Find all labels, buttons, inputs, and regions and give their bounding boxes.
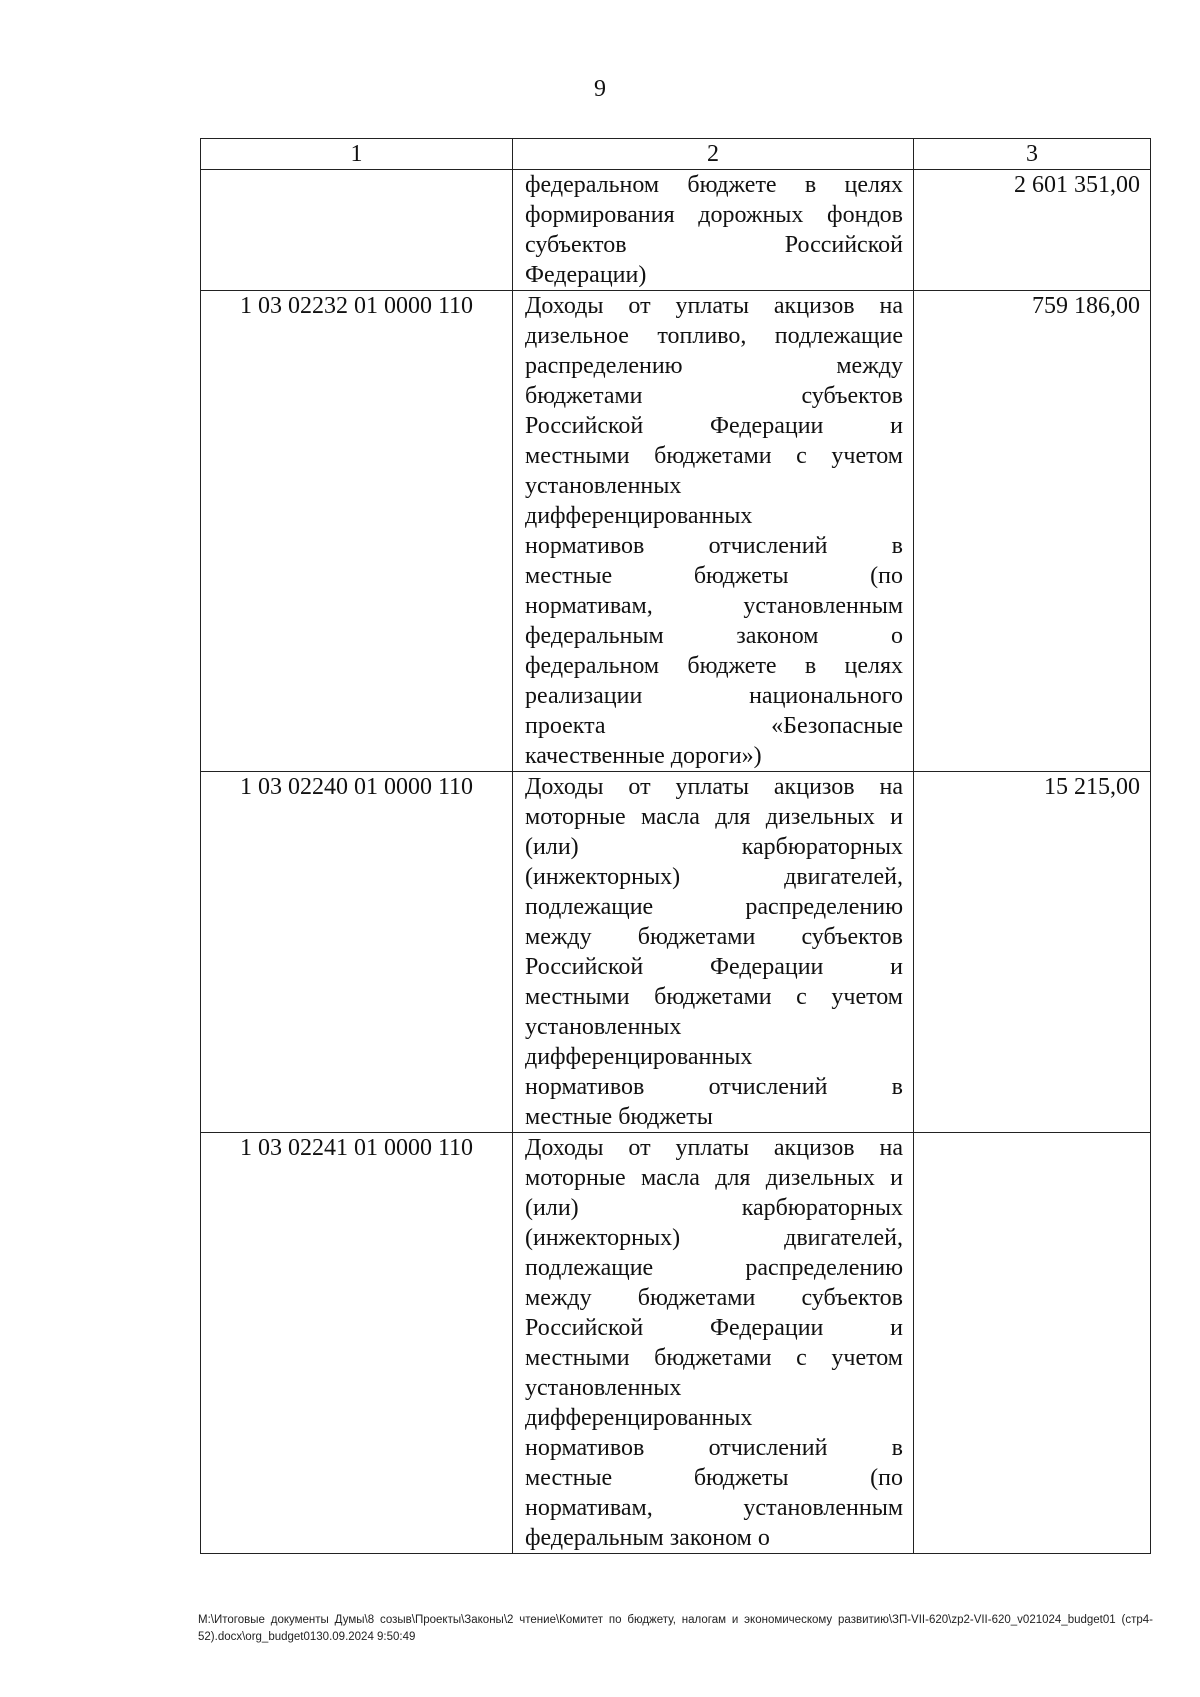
description-line: подлежащие распределению: [525, 1255, 903, 1281]
budget-code-cell: 1 03 02232 01 0000 110: [201, 291, 513, 772]
description-line: формирования дорожных фондов: [525, 202, 903, 228]
description-cell: [513, 1133, 914, 1554]
page-number: 9: [594, 76, 606, 102]
description-line: местные бюджеты (по: [525, 563, 903, 589]
description-line: между бюджетами субъектов: [525, 924, 903, 950]
description-line: дифференцированных: [525, 1405, 753, 1431]
table-row: [201, 291, 1151, 772]
budget-code-cell: 1 03 02240 01 0000 110: [201, 772, 513, 1133]
description-line: нормативов отчислений в: [525, 533, 903, 559]
column-header: 3: [914, 139, 1151, 170]
description-line: местные бюджеты (по: [525, 1465, 903, 1491]
description-line: реализации национального: [525, 683, 903, 709]
description-line: нормативам, установленным: [525, 1495, 903, 1521]
amount-cell: 15 215,00: [914, 772, 1151, 1133]
description-line: (или) карбюраторных: [525, 1195, 903, 1221]
description-line: федеральном бюджете в целях: [525, 653, 903, 679]
amount-cell: [914, 1133, 1151, 1554]
description-line: установленных: [525, 1375, 682, 1401]
description-cell: [513, 291, 914, 772]
description-line: между бюджетами субъектов: [525, 1285, 903, 1311]
description-line: установленных: [525, 473, 682, 499]
description-line: нормативов отчислений в: [525, 1435, 903, 1461]
description-line: (или) карбюраторных: [525, 834, 903, 860]
description-line: Федерации): [525, 262, 647, 288]
table-header-row: [201, 139, 1151, 170]
description-line: бюджетами субъектов: [525, 383, 903, 409]
description-line: Доходы от уплаты акцизов на: [525, 774, 903, 800]
description-line: дизельное топливо, подлежащие: [525, 323, 903, 349]
description-line: федеральном бюджете в целях: [525, 172, 903, 198]
description-line: установленных: [525, 1014, 682, 1040]
description-cell: [513, 170, 914, 291]
description-line: распределению между: [525, 353, 903, 379]
description-line: федеральным законом о: [525, 623, 903, 649]
description-line: дифференцированных: [525, 1044, 753, 1070]
column-header: 2: [513, 139, 914, 170]
description-line: подлежащие распределению: [525, 894, 903, 920]
description-line: федеральным законом о: [525, 1525, 770, 1551]
description-line: местными бюджетами с учетом: [525, 1345, 903, 1371]
description-cell: [513, 772, 914, 1133]
table-body: [201, 170, 1151, 1554]
description-line: моторные масла для дизельных и: [525, 804, 903, 830]
budget-code-cell: 1 03 02241 01 0000 110: [201, 1133, 513, 1554]
file-path-footer: М:\Итоговые документы Думы\8 созыв\Проекты\Законы\2 чтение\Комитет по бюджету, налогам и экономическому развитию\ЗП-VII-620\zp2-VII-620_v021024_budget01 (стр4-52).docx\org_budget0130.09.2024 9:50:49: [198, 1614, 1153, 1643]
table-row: [201, 1133, 1151, 1554]
description-line: Доходы от уплаты акцизов на: [525, 1135, 903, 1161]
description-line: Доходы от уплаты акцизов на: [525, 293, 903, 319]
description-line: Российской Федерации и: [525, 954, 903, 980]
budget-code-cell: [201, 170, 513, 291]
column-header: 1: [201, 139, 513, 170]
description-line: местные бюджеты: [525, 1104, 713, 1130]
amount-cell: 759 186,00: [914, 291, 1151, 772]
description-line: субъектов Российской: [525, 232, 903, 258]
description-line: качественные дороги»): [525, 743, 762, 769]
description-line: дифференцированных: [525, 503, 753, 529]
description-line: местными бюджетами с учетом: [525, 443, 903, 469]
description-line: (инжекторных) двигателей,: [525, 1225, 903, 1251]
table-row: [201, 772, 1151, 1133]
description-line: моторные масла для дизельных и: [525, 1165, 903, 1191]
description-line: местными бюджетами с учетом: [525, 984, 903, 1010]
budget-table: [200, 138, 1151, 1554]
amount-cell: 2 601 351,00: [914, 170, 1151, 291]
description-line: Российской Федерации и: [525, 1315, 903, 1341]
description-line: Российской Федерации и: [525, 413, 903, 439]
description-line: нормативов отчислений в: [525, 1074, 903, 1100]
description-line: нормативам, установленным: [525, 593, 903, 619]
table-row: [201, 170, 1151, 291]
description-line: (инжекторных) двигателей,: [525, 864, 903, 890]
description-line: проекта «Безопасные: [525, 713, 903, 739]
